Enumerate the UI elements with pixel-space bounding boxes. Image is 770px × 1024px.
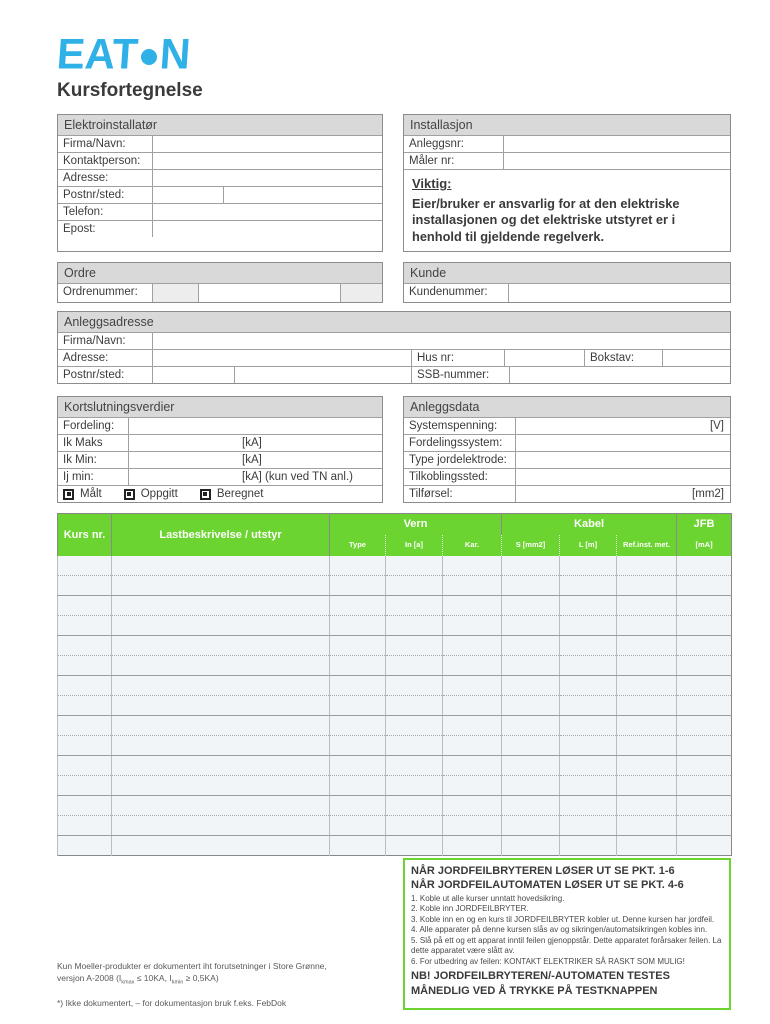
jordfeil-step: 6. For utbedring av feilen: KONTAKT ELEKTRIKER SÅ RASKT SOM MULIG! [411,957,685,966]
table-cell[interactable] [112,616,330,636]
kundenummer-input[interactable] [508,284,730,302]
logo-text-eat: EAT [55,29,140,78]
firma-navn-input[interactable] [152,136,382,152]
column-group-kabel: Kabel [502,514,677,535]
table-cell[interactable] [330,796,386,816]
field-label-type-jordelektrode: Type jordelektrode: [409,454,507,467]
field-label-firma-navn: Firma/Navn: [63,138,126,150]
viktig-title: Viktig: [412,176,452,191]
table-row [58,816,732,836]
ij-min-input[interactable] [128,469,382,485]
table-row [58,756,732,776]
table-cell[interactable] [617,556,677,576]
table-cell[interactable] [502,656,560,676]
table-cell[interactable] [58,556,112,576]
table-cell[interactable] [560,596,617,616]
table-cell[interactable] [617,796,677,816]
table-cell[interactable] [502,596,560,616]
unit-label: [kA] [242,454,262,467]
postnr-input[interactable] [152,187,223,203]
table-cell[interactable] [386,676,443,696]
jordfeil-instruction-box [403,858,731,1010]
field-label-ij-min: Ij min: [63,471,94,484]
table-cell[interactable] [617,836,677,856]
ssb-input[interactable] [509,367,730,383]
table-row [58,796,732,816]
table-cell[interactable] [330,636,386,656]
form-page [55,29,731,1010]
jordfeil-heading-2: NÅR JORDFEILAUTOMATEN LØSER UT SE PKT. 4-6 [411,879,684,892]
table-cell[interactable] [330,756,386,776]
table-cell[interactable] [330,816,386,836]
aa-firma-input[interactable] [152,333,730,349]
table-cell[interactable] [502,636,560,656]
field-label-ssb: SSB-nummer: [411,367,509,383]
table-cell[interactable] [617,656,677,676]
table-cell[interactable] [617,596,677,616]
table-cell[interactable] [617,676,677,696]
table-cell[interactable] [58,736,112,756]
section-installasjon [403,114,731,252]
table-cell[interactable] [443,796,502,816]
table-cell[interactable] [560,756,617,776]
unit-label: [kA] (kun ved TN anl.) [242,471,353,484]
jordfeil-steps [411,894,723,968]
jordfeil-heading-1: NÅR JORDFEILBRYTEREN LØSER UT SE PKT. 1-6 [411,865,675,878]
column-header-kar: Kar. [443,535,502,556]
field-label-anleggsnr: Anleggsnr: [409,138,464,150]
table-cell[interactable] [677,756,732,776]
jordfeil-step: 3. Koble inn en og en kurs til JORDFEILBRYTER kobler ut. Denne kursen har jordfeil. [411,914,715,924]
table-cell[interactable] [560,796,617,816]
section-kortslutningsverdier [57,396,383,503]
footer-notes [57,858,403,1010]
field-label-aa-firma: Firma/Navn: [63,335,126,348]
field-label-tilforsel: Tilførsel: [409,488,453,501]
table-cell[interactable] [502,576,560,596]
checkbox-label: Oppgitt [140,488,178,501]
table-cell[interactable] [386,596,443,616]
aa-sted-input[interactable] [234,367,411,383]
checkbox-icon [200,489,211,500]
jordfeil-step: 2. Koble inn JORDFEILBRYTER. [411,904,529,914]
jordfeil-step: 4. Alle apparater på denne kursen slås av og sikringen/automatsikringen kobles inn. [411,925,708,935]
table-cell[interactable] [677,696,732,716]
table-row [58,716,732,736]
unit-label: [mm2] [692,488,724,501]
section-kunde [403,262,731,303]
table-cell[interactable] [386,736,443,756]
checkbox-oppgitt[interactable] [124,488,178,500]
table-cell[interactable] [560,676,617,696]
fordeling-input[interactable] [128,418,382,434]
table-cell[interactable] [58,776,112,796]
table-cell[interactable] [443,576,502,596]
section-title: Installasjon [404,115,730,135]
checkbox-label: Beregnet [216,488,264,501]
ordrenummer-input[interactable] [198,284,340,302]
table-cell[interactable] [112,716,330,736]
ordrenummer-suffix-cell[interactable] [340,284,382,302]
table-cell[interactable] [58,656,112,676]
viktig-text: Eier/bruker er ansvarlig for at den elektriske installasjonen og det elektriske utstyret er i henhold til gjeldende regelverk. [412,196,680,244]
table-row [58,776,732,796]
checkbox-malt[interactable] [63,488,102,500]
subscript-kmin: kmin [171,979,184,986]
table-cell[interactable] [502,716,560,736]
table-cell[interactable] [386,756,443,776]
table-cell[interactable] [386,796,443,816]
section-title: Ordre [58,263,382,283]
ordrenummer-prefix-cell[interactable] [152,284,198,302]
table-cell[interactable] [112,556,330,576]
table-cell[interactable] [443,596,502,616]
field-label-ik-maks: Ik Maks [63,437,103,450]
table-row [58,676,732,696]
column-header-kurs-nr: Kurs nr. [58,514,112,556]
table-cell[interactable] [443,616,502,636]
table-cell[interactable] [677,636,732,656]
table-cell[interactable] [502,556,560,576]
table-cell[interactable] [617,616,677,636]
table-cell[interactable] [58,816,112,836]
table-cell[interactable] [617,636,677,656]
table-cell[interactable] [386,616,443,636]
table-cell[interactable] [112,776,330,796]
column-header-s-mm2: S [mm2] [502,535,560,556]
table-cell[interactable] [677,596,732,616]
table-cell[interactable] [58,616,112,636]
column-header-type: Type [330,535,386,556]
table-cell[interactable] [677,836,732,856]
table-cell[interactable] [330,836,386,856]
table-cell[interactable] [560,776,617,796]
table-cell[interactable] [502,816,560,836]
table-cell[interactable] [330,736,386,756]
field-label-ordrenummer: Ordrenummer: [63,286,138,299]
table-cell[interactable] [330,716,386,736]
field-label-aa-postnr: Postnr/sted: [63,369,125,382]
table-cell[interactable] [386,656,443,676]
table-cell[interactable] [58,796,112,816]
unit-label: [V] [709,420,724,433]
table-row [58,616,732,636]
note-line: Kun Moeller-produkter er dokumentert iht forutsetninger i Store Grønne, [57,961,327,972]
table-cell[interactable] [617,776,677,796]
table-cell[interactable] [502,736,560,756]
jordfeil-step: 5. Slå på ett og ett apparat inntil feilen gjenoppstår. Dette apparatet forårsaker feilen. La dette apparatet være slått av. [411,935,722,956]
table-cell[interactable] [112,576,330,596]
table-cell[interactable] [386,696,443,716]
field-label-maler-nr: Måler nr: [409,155,455,167]
field-label-kundenummer: Kundenummer: [409,286,488,299]
field-label-adresse: Adresse: [63,172,109,184]
table-cell[interactable] [502,676,560,696]
note-line: ≤ 10KA, I [134,973,172,984]
field-label-fordelingssystem: Fordelingssystem: [409,437,503,450]
column-header-ref-inst-met: Ref.inst. met. [617,535,677,556]
table-cell[interactable] [443,836,502,856]
table-cell[interactable] [443,556,502,576]
table-cell[interactable] [677,796,732,816]
table-cell[interactable] [560,576,617,596]
table-cell[interactable] [58,756,112,776]
table-cell[interactable] [617,696,677,716]
table-cell[interactable] [443,636,502,656]
table-row [58,696,732,716]
table-cell[interactable] [112,736,330,756]
table-cell[interactable] [560,836,617,856]
bokstav-input[interactable] [662,350,730,366]
table-cell[interactable] [617,736,677,756]
table-cell[interactable] [560,556,617,576]
table-cell[interactable] [112,656,330,676]
eaton-logo [55,29,731,78]
jordfeil-nb-line-2: MÅNEDLIG VED Å TRYKKE PÅ TESTKNAPPEN [411,984,658,997]
table-cell[interactable] [502,776,560,796]
table-cell[interactable] [58,636,112,656]
section-ordre [57,262,383,303]
logo-dot-icon [141,49,157,65]
section-title: Kunde [404,263,730,283]
sted-input[interactable] [223,187,382,203]
table-cell[interactable] [330,596,386,616]
moeller-note [57,961,403,1010]
table-cell[interactable] [502,836,560,856]
husnr-input[interactable] [504,350,584,366]
table-cell[interactable] [386,556,443,576]
table-cell[interactable] [58,676,112,696]
table-cell[interactable] [560,736,617,756]
field-label-aa-adresse: Adresse: [63,352,109,365]
column-header-l-m: L [m] [560,535,617,556]
table-row [58,836,732,856]
dokumentert-note: *) Ikke dokumentert, – for dokumentasjon bruk f.eks. FebDok [57,998,287,1009]
table-cell[interactable] [677,616,732,636]
table-cell[interactable] [58,836,112,856]
table-cell[interactable] [443,736,502,756]
tilforsel-input[interactable] [515,486,730,502]
table-cell[interactable] [677,776,732,796]
page-title: Kursfortegnelse [57,80,203,101]
viktig-notice [404,169,730,251]
table-cell[interactable] [330,776,386,796]
circuit-table [57,513,732,856]
type-jordelektrode-input[interactable] [515,452,730,468]
column-header-in: In [a] [386,535,443,556]
jordfeil-step: 1. Koble ut alle kurser unntatt hovedsikring. [411,893,565,903]
table-cell[interactable] [330,676,386,696]
table-row [58,576,732,596]
field-label-bokstav: Bokstav: [584,350,662,366]
table-cell[interactable] [330,576,386,596]
ik-min-input[interactable] [128,452,382,468]
table-cell[interactable] [112,596,330,616]
table-row [58,656,732,676]
table-cell[interactable] [58,576,112,596]
table-cell[interactable] [677,656,732,676]
section-title: Anleggsdata [404,397,730,417]
table-cell[interactable] [617,756,677,776]
table-cell[interactable] [58,596,112,616]
table-cell[interactable] [58,696,112,716]
kontaktperson-input[interactable] [152,153,382,169]
field-label-postnr-sted: Postnr/sted: [63,189,125,201]
table-cell[interactable] [443,756,502,776]
table-cell[interactable] [677,576,732,596]
adresse-input[interactable] [152,170,382,186]
table-cell[interactable] [560,616,617,636]
epost-input[interactable] [152,221,382,237]
fordelingssystem-input[interactable] [515,435,730,451]
maler-nr-input[interactable] [503,153,730,169]
field-label-epost: Epost: [63,223,96,235]
field-label-telefon: Telefon: [63,206,104,218]
table-row [58,596,732,616]
table-cell[interactable] [386,716,443,736]
table-cell[interactable] [386,576,443,596]
systemspenning-input[interactable] [515,418,730,434]
field-label-ik-min: Ik Min: [63,454,97,467]
note-line: versjon A-2008 (I [57,973,122,984]
section-title: Anleggsadresse [58,312,730,332]
aa-postnr-input[interactable] [152,367,234,383]
table-cell[interactable] [617,576,677,596]
anleggsnr-input[interactable] [503,136,730,152]
table-cell[interactable] [502,756,560,776]
field-label-kontaktperson: Kontaktperson: [63,155,141,167]
table-cell[interactable] [677,736,732,756]
note-line: ≥ 0,5KA) [183,973,219,984]
table-cell[interactable] [112,816,330,836]
table-cell[interactable] [112,796,330,816]
table-cell[interactable] [330,696,386,716]
unit-label: [kA] [242,437,262,450]
table-cell[interactable] [502,796,560,816]
table-cell[interactable] [443,716,502,736]
table-cell[interactable] [443,696,502,716]
aa-adresse-input[interactable] [152,350,411,366]
table-cell[interactable] [560,816,617,836]
table-cell[interactable] [386,816,443,836]
table-cell[interactable] [112,696,330,716]
field-label-husnr: Hus nr: [411,350,504,366]
table-cell[interactable] [443,816,502,836]
tilkoblingssted-input[interactable] [515,469,730,485]
section-anleggsadresse [57,311,731,384]
column-header-lastbeskrivelse: Lastbeskrivelse / utstyr [112,514,330,556]
column-group-vern: Vern [330,514,502,535]
table-cell[interactable] [386,776,443,796]
table-cell[interactable] [112,756,330,776]
table-cell[interactable] [677,816,732,836]
table-cell[interactable] [330,556,386,576]
table-cell[interactable] [112,836,330,856]
table-cell[interactable] [617,816,677,836]
table-cell[interactable] [560,656,617,676]
table-cell[interactable] [560,716,617,736]
table-cell[interactable] [330,616,386,636]
logo-text-n: N [158,29,192,78]
field-label-tilkoblingssted: Tilkoblingssted: [409,471,488,484]
table-cell[interactable] [330,656,386,676]
table-cell[interactable] [386,636,443,656]
section-elektroinstallator [57,114,383,252]
field-label-fordeling: Fordeling: [63,420,115,433]
section-anleggsdata [403,396,731,503]
table-cell[interactable] [677,676,732,696]
table-cell[interactable] [112,636,330,656]
ik-maks-input[interactable] [128,435,382,451]
table-cell[interactable] [677,716,732,736]
table-cell[interactable] [617,716,677,736]
checkbox-icon [63,489,74,500]
field-label-systemspenning: Systemspenning: [409,420,498,433]
table-cell[interactable] [386,836,443,856]
table-cell[interactable] [502,616,560,636]
table-row [58,556,732,576]
column-group-jfb: JFB [677,514,732,535]
table-cell[interactable] [443,656,502,676]
table-cell[interactable] [560,636,617,656]
section-title: Elektroinstallatør [58,115,382,135]
table-row [58,736,732,756]
table-cell[interactable] [58,716,112,736]
telefon-input[interactable] [152,204,382,220]
circuit-table-body [58,556,732,856]
checkbox-beregnet[interactable] [200,488,264,500]
table-cell[interactable] [443,776,502,796]
table-cell[interactable] [677,556,732,576]
table-cell[interactable] [502,696,560,716]
table-cell[interactable] [112,676,330,696]
checkbox-label: Målt [80,488,102,501]
jordfeil-nb-line-1: NB! JORDFEILBRYTEREN/-AUTOMATEN TESTES [411,969,670,982]
checkbox-icon [124,489,135,500]
section-title: Kortslutningsverdier [58,397,382,417]
subscript-kmax: kmax [121,979,135,986]
table-cell[interactable] [443,676,502,696]
table-row [58,636,732,656]
table-cell[interactable] [560,696,617,716]
column-header-ma: [mA] [677,535,732,556]
